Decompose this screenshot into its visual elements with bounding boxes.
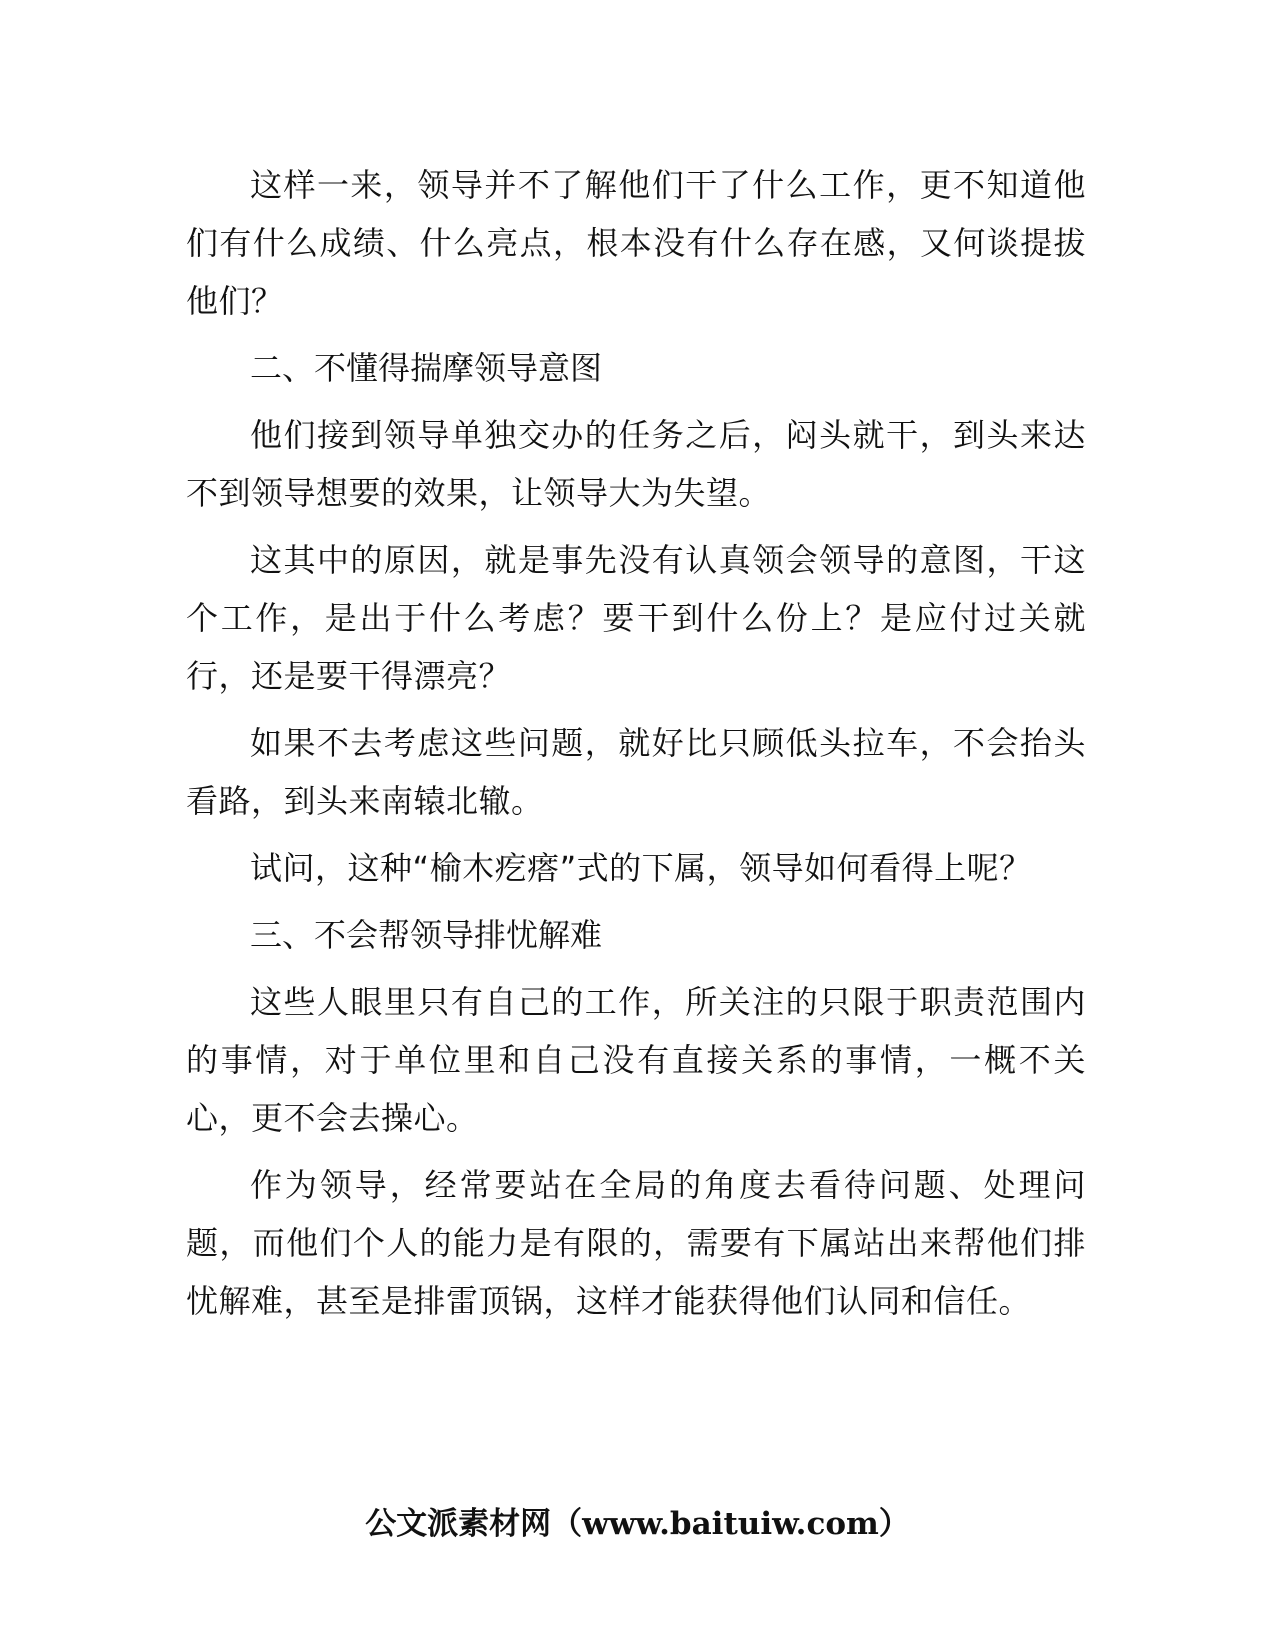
paragraph: 作为领导，经常要站在全局的角度去看待问题、处理问题，而他们个人的能力是有限的，需要有下属站出来帮他们排忧解难，甚至是排雷顶锅，这样才能获得他们认同和信任。 [186, 1166, 1086, 1320]
paragraph: 这些人眼里只有自己的工作，所关注的只限于职责范围内的事情，对于单位里和自己没有直接关系的事情，一概不关心，更不会去操心。 [186, 983, 1086, 1137]
paragraph: 这其中的原因，就是事先没有认真领会领导的意图，干这个工作，是出于什么考虑？要干到什么份上？是应付过关就行，还是要干得漂亮？ [186, 541, 1086, 695]
section-heading: 二、不懂得揣摩领导意图 [250, 349, 603, 387]
paragraph: 如果不去考虑这些问题，就好比只顾低头拉车，不会抬头看路，到头来南辕北辙。 [186, 724, 1086, 820]
page-footer-watermark: 公文派素材网（www.baituiw.com） [365, 1506, 910, 1542]
paragraph: 他们接到领导单独交办的任务之后，闷头就干，到头来达不到领导想要的效果，让领导大为失望。 [186, 416, 1086, 512]
document-body [186, 156, 1086, 1339]
section-heading: 三、不会帮领导排忧解难 [250, 916, 603, 954]
paragraph: 这样一来，领导并不了解他们干了什么工作，更不知道他们有什么成绩、什么亮点，根本没有什么存在感，又何谈提拔他们？ [186, 166, 1086, 320]
paragraph: 试问，这种“榆木疙瘩”式的下属，领导如何看得上呢？ [250, 849, 1032, 887]
